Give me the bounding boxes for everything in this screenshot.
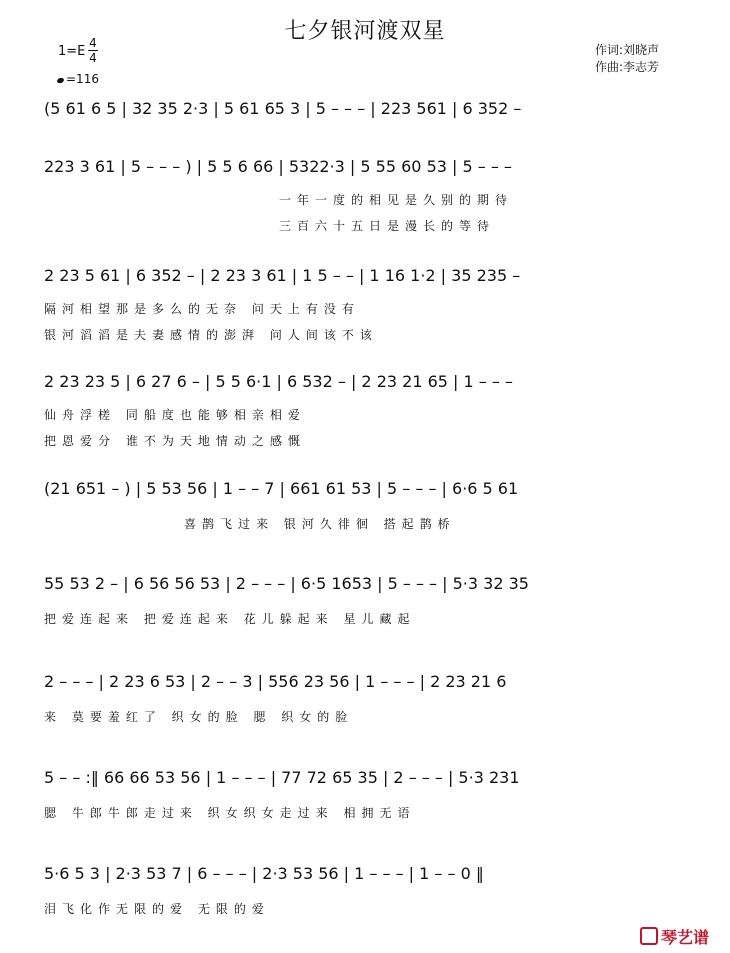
lyrics-row-4-verse-1: 仙舟浮槎 同船度也能够相亲相爱 [44, 408, 306, 422]
lyrics-row-3-verse-1: 隔河相望那是多么的无奈 问天上有没有 [44, 302, 360, 316]
credits [595, 42, 659, 76]
song-title: 七夕银河渡双星 [284, 19, 446, 44]
time-signature-top: 4 [89, 36, 97, 50]
lyrics-row-2-verse-2: 三百六十五日是漫长的等待 [279, 219, 496, 233]
notes-row-3: 2 23 5 61 | 6 352 – | 2 23 3 61 | 1 5 – – | 1 16 1·2 | 35 235 – [44, 265, 521, 285]
lyrics-row-2-verse-1: 一年一度的相见是久别的期待 [279, 193, 514, 207]
lyricist: 作词:刘晓声 [595, 43, 660, 57]
time-signature-bottom: 4 [89, 51, 97, 65]
site-logo [640, 925, 709, 948]
quarter-note-icon [56, 77, 64, 84]
notes-row-8: 5 – – :‖ 66 66 53 56 | 1 – – – | 77 72 65 35 | 2 – – – | 5·3 231 [44, 767, 520, 787]
lyrics-row-7: 来 莫要羞红了 织女的脸 腮 织女的脸 [44, 710, 354, 724]
notes-row-4: 2 23 23 5 | 6 27 6 – | 5 5 6·1 | 6 532 – | 2 23 21 65 | 1 – – – [44, 371, 513, 391]
notes-row-7: 2 – – – | 2 23 6 53 | 2 – – 3 | 556 23 56 | 1 – – – | 2 23 21 6 [44, 671, 507, 691]
notes-row-6: 55 53 2 – | 6 56 56 53 | 2 – – – | 6·5 1653 | 5 – – – | 5·3 32 35 [44, 573, 529, 593]
lyrics-row-3-verse-2: 银河滔滔是夫妻感情的澎湃 问人间该不该 [44, 328, 378, 342]
notes-row-1: (5 61 6 5 | 32 35 2·3 | 5 61 65 3 | 5 – – – | 223 561 | 6 352 – [44, 98, 522, 118]
tempo-marking [57, 72, 99, 86]
tempo-value: =116 [66, 72, 99, 86]
notes-row-5: (21 651 – ) | 5 53 56 | 1 – – 7 | 661 61 53 | 5 – – – | 6·6 5 61 [44, 478, 519, 498]
notes-row-9: 5·6 5 3 | 2·3 53 7 | 6 – – – | 2·3 53 56 | 1 – – – | 1 – – 0 ‖ [44, 863, 484, 883]
key-signature: 1=E [58, 44, 86, 59]
composer: 作曲:李志芳 [595, 60, 660, 74]
logo-icon [640, 927, 658, 945]
lyrics-row-8: 腮 牛郎牛郎走过来 织女织女走过来 相拥无语 [44, 806, 416, 820]
logo-text: 琴艺谱 [661, 928, 710, 947]
lyrics-row-4-verse-2: 把恩爱分 谁不为天地情动之感慨 [44, 434, 306, 448]
notes-row-2: 223 3 61 | 5 – – – ) | 5 5 6 66 | 5322·3 | 5 55 60 53 | 5 – – – [44, 156, 512, 176]
lyrics-row-6: 把爱连起来 把爱连起来 花儿躲起来 星儿藏起 [44, 612, 416, 626]
lyrics-row-5: 喜鹊飞过来 银河久徘徊 搭起鹊桥 [184, 517, 456, 531]
lyrics-row-9: 泪飞化作无限的爱 无限的爱 [44, 902, 270, 916]
time-signature [88, 36, 98, 65]
